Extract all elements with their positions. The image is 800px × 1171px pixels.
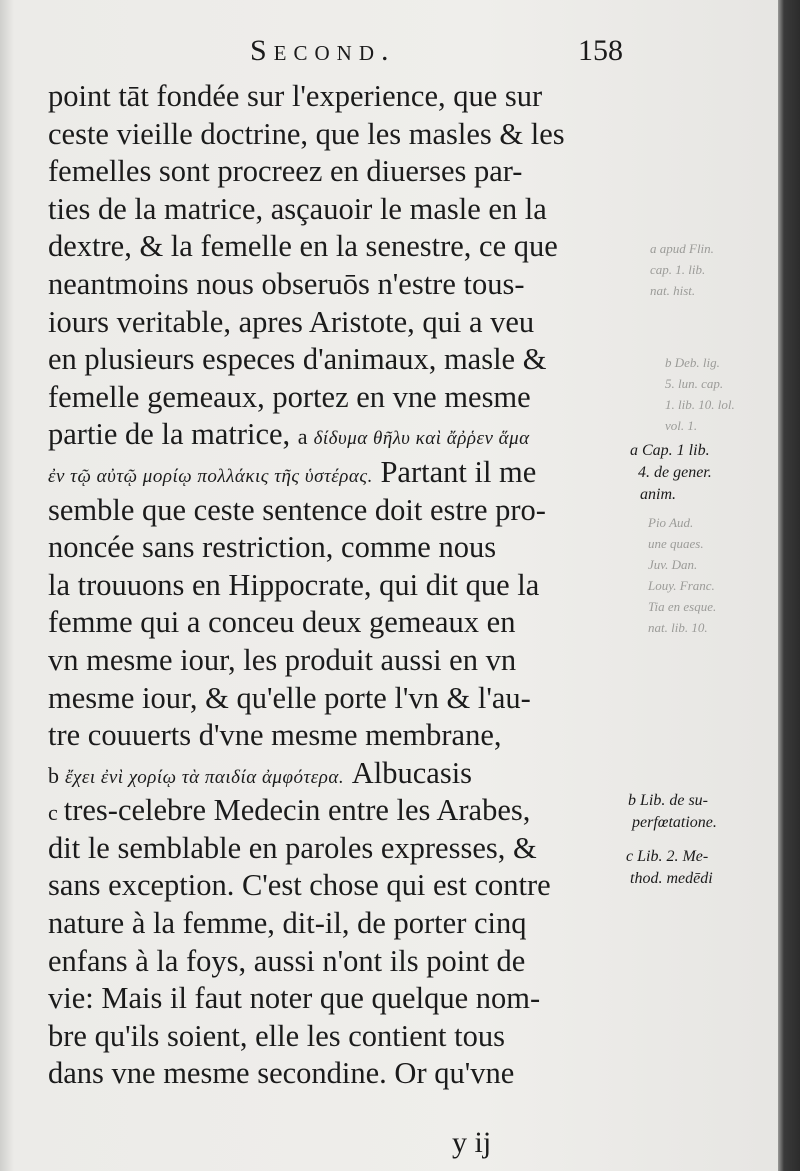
- bleed-through-note: [665, 352, 800, 436]
- text-line: point tāt fondée sur l'experience, que sur: [48, 79, 543, 113]
- faint-text: Louy. Franc.: [648, 578, 715, 593]
- footnote-marker-b: b: [48, 762, 59, 788]
- margin-note-line: a Cap. 1 lib.: [630, 442, 710, 459]
- text-line: neantmoins nous obseruōs n'estre tous-: [48, 266, 525, 301]
- bleed-through-note: [648, 512, 798, 638]
- footnote-marker-c: c: [48, 800, 58, 826]
- text-line: enfans à la foys, aussi n'ont ils point de: [48, 943, 526, 978]
- text-line: vn mesme iour, les produit aussi en vn: [48, 642, 517, 677]
- line-tail: Albucasis: [351, 755, 473, 790]
- page-number: 158: [578, 34, 623, 67]
- text-line: dans vne mesme secondine. Or qu'vne: [48, 1056, 515, 1091]
- faint-text: vol. 1.: [665, 418, 698, 433]
- faint-text: a apud Flin.: [650, 241, 714, 256]
- text-line: ceste vieille doctrine, que les masles & les: [48, 116, 565, 151]
- footnote-marker-a: a: [297, 424, 308, 450]
- margin-note-b: [628, 790, 778, 834]
- text-line: [48, 792, 628, 830]
- margin-note-line: b Lib. de su-: [628, 792, 708, 809]
- bleed-through-note: [650, 238, 800, 301]
- text-line: dextre, & la femelle en la senestre, ce que: [48, 229, 558, 264]
- running-head: [0, 30, 800, 70]
- text-line: mesme iour, & qu'elle porte l'vn & l'au-: [48, 680, 531, 715]
- faint-text: 1. lib. 10. lol.: [665, 397, 735, 412]
- faint-text: nat. lib. 10.: [648, 620, 708, 635]
- margin-note-line: 4. de gener.: [638, 464, 712, 481]
- text-line: sans exception. C'est chose qui est contre: [48, 868, 551, 903]
- line-text: tres-celebre Medecin entre les Arabes,: [63, 793, 531, 828]
- margin-note-line: thod. medēdi: [630, 870, 713, 887]
- margin-note-line: anim.: [640, 486, 676, 503]
- faint-text: Pio Aud.: [648, 515, 694, 530]
- text-line: la trouuons en Hippocrate, qui dit que la: [48, 567, 540, 602]
- margin-note-a: [630, 440, 780, 506]
- signature-mark: y ij: [452, 1126, 492, 1159]
- text-line: femelle gemeaux, portez en vne mesme: [48, 379, 531, 414]
- text-line: noncée sans restriction, comme nous: [48, 530, 497, 565]
- greek-quotation: ἐν τῷ αὐτῷ μορίῳ πολλάκις τῆς ὑστέρας.: [48, 465, 373, 487]
- text-line-with-greek: [48, 755, 628, 793]
- line-tail: Partant il me: [380, 454, 537, 489]
- line-lead: partie de la matrice,: [48, 417, 291, 452]
- text-line: bre qu'ils soient, elle les contient tous: [48, 1018, 505, 1053]
- faint-text: nat. hist.: [650, 283, 696, 298]
- text-line: femme qui a conceu deux gemeaux en: [48, 605, 516, 640]
- faint-text: b Deb. lig.: [665, 355, 720, 370]
- text-line: semble que ceste sentence doit estre pro-: [48, 492, 546, 527]
- margin-note-line: c Lib. 2. Me-: [626, 848, 709, 865]
- text-line-with-greek: [48, 454, 628, 492]
- text-line: ties de la matrice, asçauoir le masle en la: [48, 191, 547, 226]
- text-line: tre couuerts d'vne mesme membrane,: [48, 718, 502, 753]
- margin-note-line: perfœtatione.: [632, 814, 717, 831]
- margin-note-c: [626, 846, 776, 890]
- text-line: en plusieurs especes d'animaux, masle &: [48, 342, 547, 377]
- faint-text: une quaes.: [648, 536, 704, 551]
- text-line: femelles sont procreez en diuerses par-: [48, 154, 523, 189]
- greek-quotation: ἔχει ἐνὶ χορίῳ τὰ παιδία ἀμφότερα.: [65, 766, 345, 788]
- text-line: iours veritable, apres Aristote, qui a veu: [48, 304, 535, 339]
- body-text: [48, 78, 628, 1093]
- faint-text: Juv. Dan.: [648, 557, 698, 572]
- greek-quotation: δίδυμα θῆλυ καὶ ἄῤῥεν ἅμα: [313, 428, 530, 450]
- text-line-with-greek: [48, 416, 628, 454]
- text-line: dit le semblable en paroles expresses, &: [48, 830, 537, 865]
- faint-text: cap. 1. lib.: [650, 262, 706, 277]
- text-line: vie: Mais il faut noter que quelque nom-: [48, 981, 541, 1016]
- text-line: nature à la femme, dit-il, de porter cinq: [48, 906, 527, 941]
- running-head-title: Second.: [250, 34, 396, 67]
- faint-text: 5. lun. cap.: [665, 376, 724, 391]
- faint-text: Tia en esque.: [648, 599, 717, 614]
